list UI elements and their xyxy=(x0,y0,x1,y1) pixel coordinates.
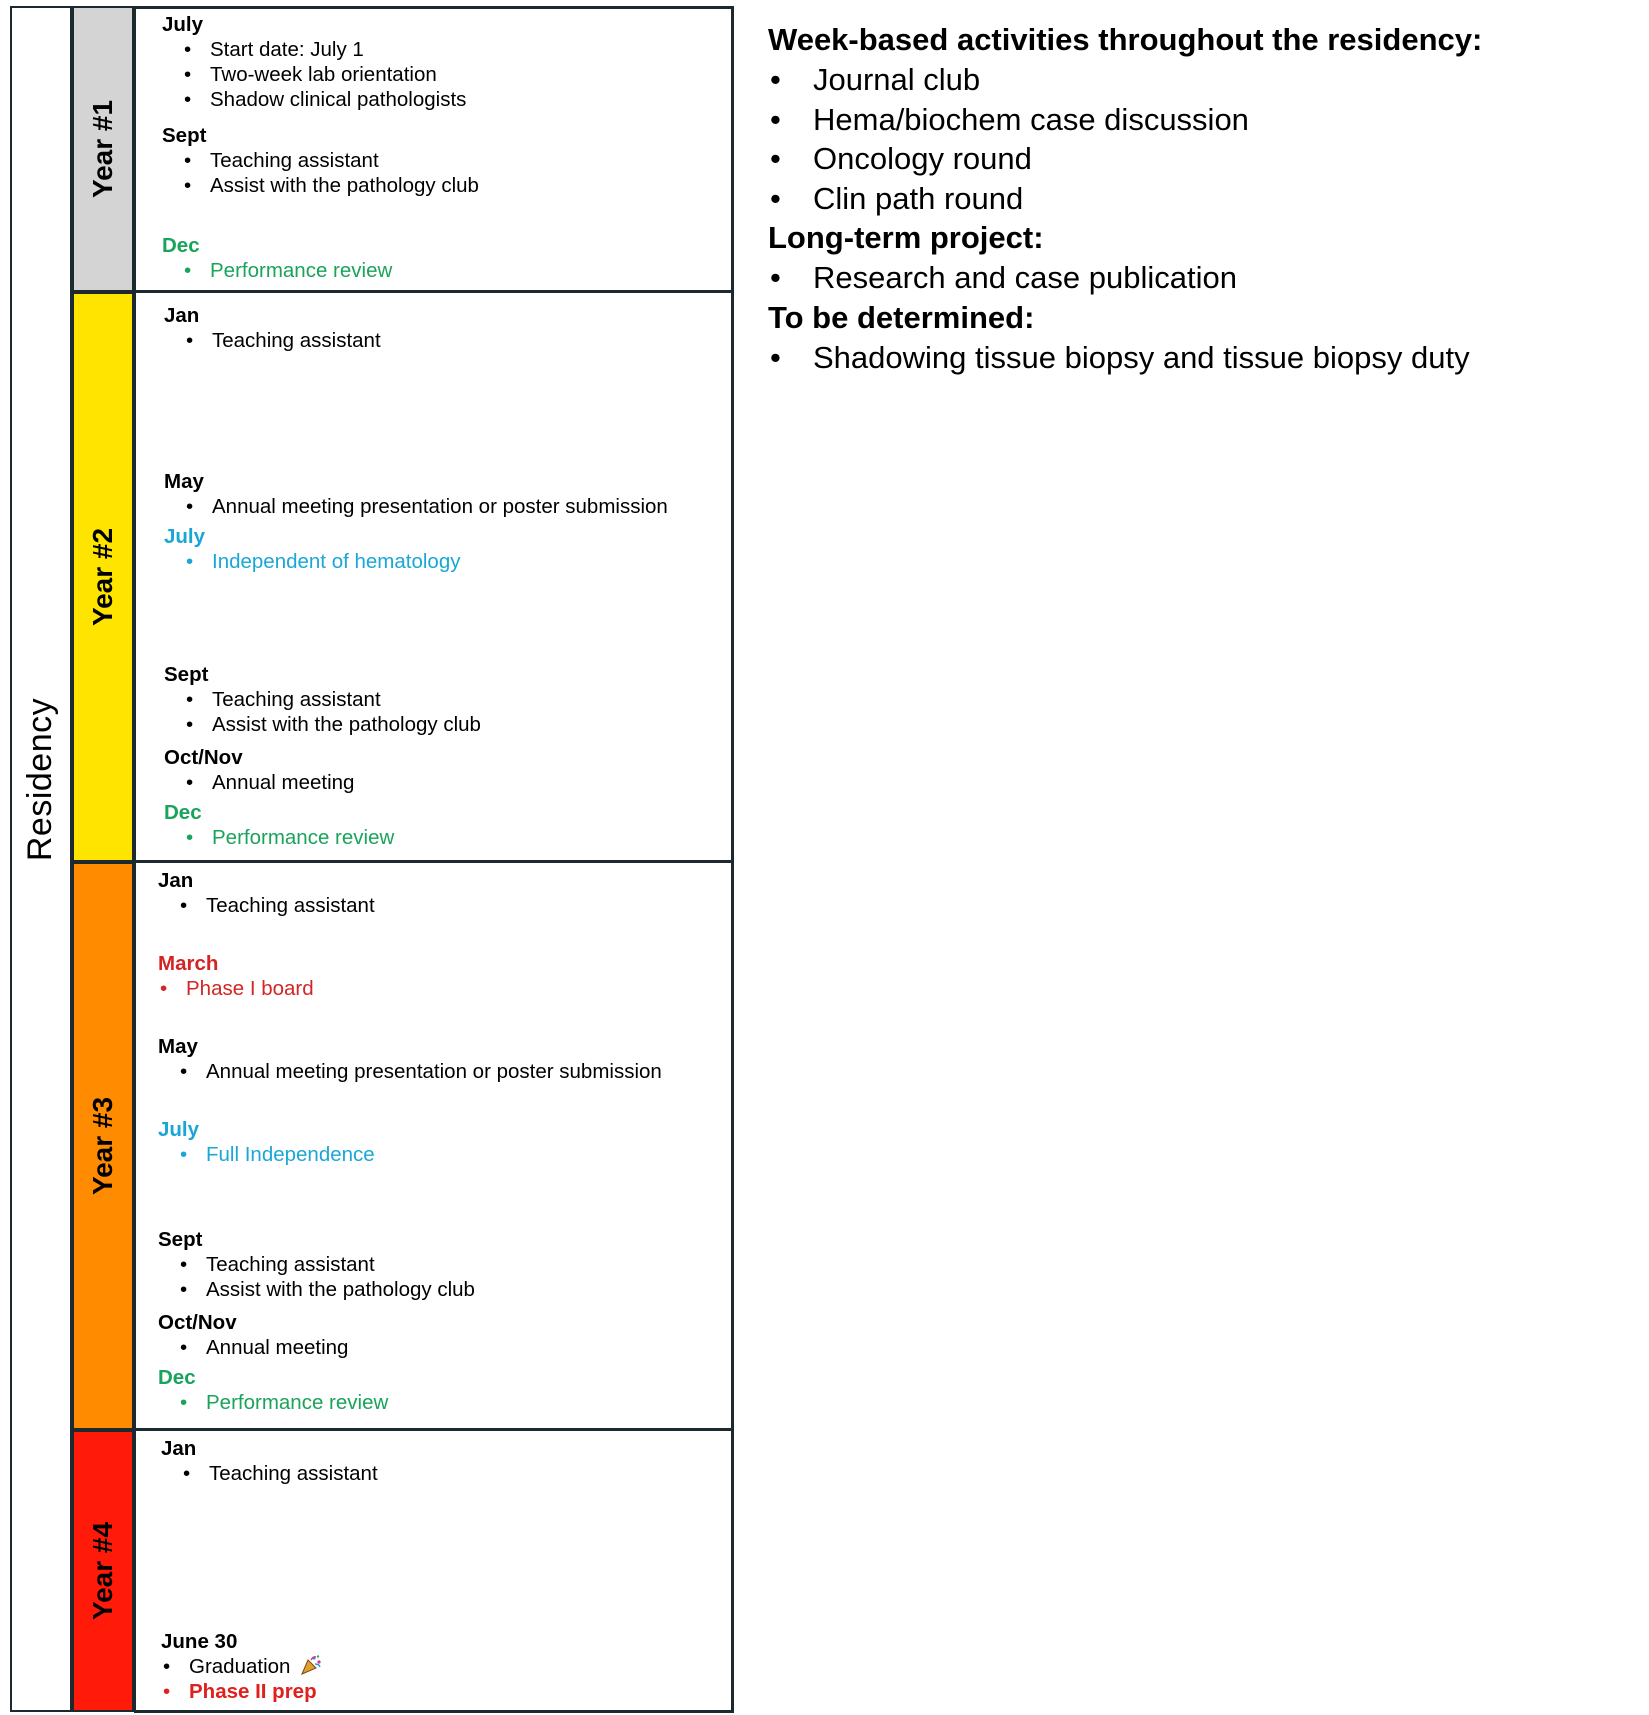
month-label: Jan xyxy=(158,869,194,892)
list-item: • Research and case publication xyxy=(768,258,1638,298)
month-label: Jan xyxy=(161,1437,197,1460)
y2-may-entry xyxy=(164,469,668,519)
list-item: • Performance review xyxy=(158,1390,388,1415)
y2-jan-entry xyxy=(164,303,381,353)
month-label: July xyxy=(162,13,204,36)
list-item xyxy=(161,1654,322,1679)
month-label: July xyxy=(164,525,206,548)
list-item: • Independent of hematology xyxy=(164,549,460,574)
list-item: • Journal club xyxy=(768,60,1638,100)
month-label: July xyxy=(158,1118,200,1141)
month-label: May xyxy=(164,470,204,493)
month-label: March xyxy=(158,952,219,975)
year-2-strip xyxy=(72,292,134,862)
list-item: • Full Independence xyxy=(158,1142,375,1167)
list-item: • Shadowing tissue biopsy and tissue biopsy duty xyxy=(768,338,1638,378)
y4-june30-entry xyxy=(161,1629,322,1704)
residency-label: Residency xyxy=(21,697,60,861)
y4-jan-entry xyxy=(161,1436,378,1486)
list-item: • Teaching assistant xyxy=(158,1252,475,1277)
list-item: • Phase II prep xyxy=(161,1679,322,1704)
y3-march-entry xyxy=(158,951,314,1001)
list-item: • Oncology round xyxy=(768,139,1638,179)
y3-may-entry xyxy=(158,1034,662,1084)
month-label: Sept xyxy=(162,124,207,147)
list-item: • Assist with the pathology club xyxy=(158,1277,475,1302)
y2-july-entry xyxy=(164,524,460,574)
y1-sept-entry xyxy=(162,123,479,198)
list-item: • Performance review xyxy=(162,258,392,283)
residency-label-wrap xyxy=(10,6,72,1712)
y3-dec-entry xyxy=(158,1365,388,1415)
month-label: Dec xyxy=(158,1366,196,1389)
month-label: Sept xyxy=(164,663,209,686)
month-label: Dec xyxy=(162,234,200,257)
list-item: • Hema/biochem case discussion xyxy=(768,100,1638,140)
month-label: Oct/Nov xyxy=(158,1311,237,1334)
month-label: Sept xyxy=(158,1228,203,1251)
list-item: • Annual meeting xyxy=(164,770,354,795)
year-1-strip xyxy=(72,6,134,292)
y1-july-entry xyxy=(162,12,466,112)
section-heading: Long-term project: xyxy=(768,220,1044,255)
list-item: • Phase I board xyxy=(158,976,314,1001)
month-label: May xyxy=(158,1035,198,1058)
list-item: • Teaching assistant xyxy=(164,687,481,712)
month-label: Oct/Nov xyxy=(164,746,243,769)
y1-dec-entry xyxy=(162,233,392,283)
y3-july-entry xyxy=(158,1117,375,1167)
list-item: • Assist with the pathology club xyxy=(164,712,481,737)
list-item: • Two-week lab orientation xyxy=(162,62,466,87)
y3-sept-entry xyxy=(158,1227,475,1302)
y3-jan-entry xyxy=(158,868,375,918)
party-popper-icon xyxy=(300,1654,322,1676)
year-4-strip xyxy=(72,1430,134,1712)
y2-dec-entry xyxy=(164,800,394,850)
list-item: • Clin path round xyxy=(768,179,1638,219)
list-item: • Shadow clinical pathologists xyxy=(162,87,466,112)
graduation-label: Graduation xyxy=(189,1655,291,1678)
year-4-label: Year #4 xyxy=(87,1521,119,1621)
list-item: • Annual meeting presentation or poster submission xyxy=(158,1059,662,1084)
year-2-label: Year #2 xyxy=(87,527,119,627)
y2-octnov-entry xyxy=(164,745,354,795)
month-label: June 30 xyxy=(161,1630,238,1653)
list-item: • Teaching assistant xyxy=(164,328,381,353)
list-item: • Annual meeting xyxy=(158,1335,348,1360)
section-heading: To be determined: xyxy=(768,299,1035,335)
section-heading: Week-based activities throughout the residency: xyxy=(768,22,1483,57)
year-1-label: Year #1 xyxy=(87,99,119,199)
list-item: • Teaching assistant xyxy=(161,1461,378,1486)
month-label: Dec xyxy=(164,801,202,824)
list-item: • Performance review xyxy=(164,825,394,850)
year-3-strip xyxy=(72,862,134,1430)
list-item: • Teaching assistant xyxy=(158,893,375,918)
list-item: • Assist with the pathology club xyxy=(162,173,479,198)
y3-octnov-entry xyxy=(158,1310,348,1360)
activities-summary xyxy=(768,20,1638,377)
year-3-label: Year #3 xyxy=(87,1096,119,1196)
list-item: • Start date: July 1 xyxy=(162,37,466,62)
list-item: • Teaching assistant xyxy=(162,148,479,173)
month-label: Jan xyxy=(164,304,200,327)
y2-sept-entry xyxy=(164,662,481,737)
list-item: • Annual meeting presentation or poster submission xyxy=(164,494,668,519)
